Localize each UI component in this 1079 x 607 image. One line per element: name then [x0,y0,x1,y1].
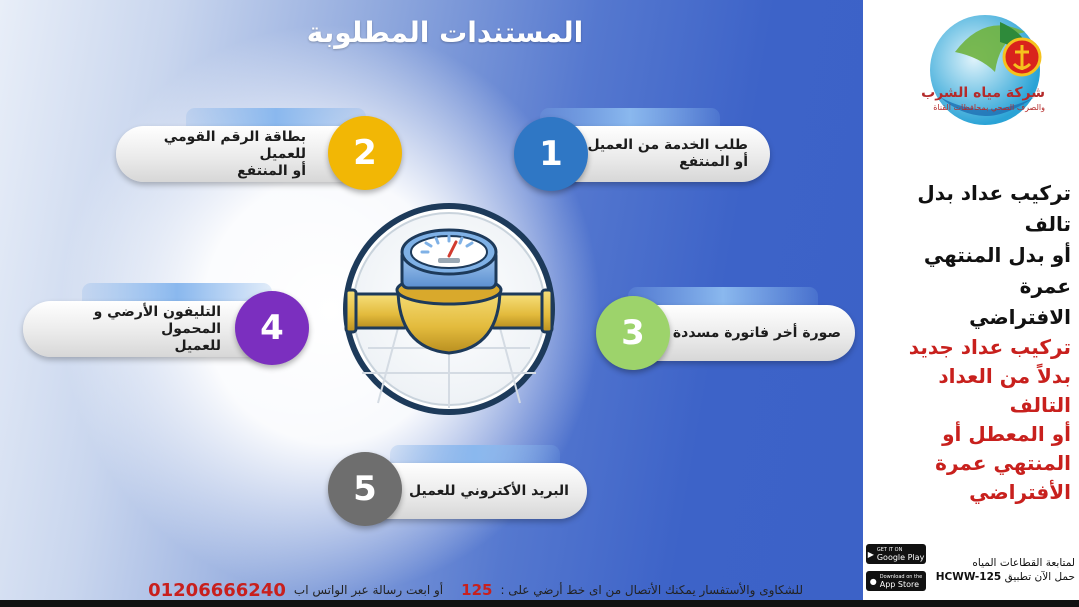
footer-whatsapp-number[interactable]: 01206666240 [148,579,286,600]
step-3-line1: صورة أخر فاتورة مسددة [672,324,841,341]
google-play-icon: ▶ [867,549,874,559]
side-red-line: تركيب عداد جديد [908,335,1071,359]
footer-whatsapp-text: أو ابعت رسالة عبر الواتس اب [293,583,444,597]
step-3-badge [596,296,670,370]
side-heading-line: أو بدل المنتهي عمرة [923,243,1071,298]
step-2-badge [328,116,402,190]
app-name: HCWW-125 [935,571,1002,583]
side-red-line: بدلاً من العداد التالف [938,364,1071,417]
step-1-line2: أو المنتفع [679,154,748,170]
logo-company-subtitle: والصرف الصحي بمحافظات القناة [933,103,1045,112]
app-promo-prefix: حمل الآن تطبيق [1004,571,1075,583]
side-red-line: أو المعطل أو [942,422,1071,446]
company-logo [925,12,1050,132]
step-3-topbar [628,287,818,305]
step-5-badge [328,452,402,526]
app-promo-line1: لمتابعة القطاعات المياه [972,557,1075,569]
apple-icon: ● [869,576,877,586]
app-store-small: Download on the [879,573,923,580]
water-meter-illustration [338,198,560,420]
step-5-line1: البريد الأكتروني للعميل [409,482,569,499]
bottom-strip [0,600,1079,607]
app-promo-text [930,556,1075,584]
step-4-number: 4 [260,308,284,348]
step-2-number: 2 [353,133,377,173]
company-logo-icon [925,12,1050,132]
app-store-label: App Store [879,579,920,589]
footer-landline-number[interactable]: 125 [461,581,493,599]
side-red-description [873,333,1071,507]
side-heading-line: الافتراضي [969,305,1071,329]
footer-complaints-text: للشكاوى والأستفسار يمكنك الأتصال من اى خط أرضي على : [500,583,803,597]
logo-company-name: شركة مياه الشرب [921,85,1045,101]
side-red-line: المنتهي عمرة [935,451,1071,475]
app-store-badge[interactable] [866,571,926,591]
side-red-line: الأفتراضي [969,480,1071,504]
google-play-badge[interactable] [866,544,926,564]
side-heading-line: تركيب عداد بدل تالف [917,181,1071,236]
footer-contact [70,580,803,600]
step-1-line1: طلب الخدمة من العميل [587,137,748,153]
step-4-line1: التليفون الأرضي و المحمول [93,303,221,337]
step-2-topbar [186,108,366,126]
side-heading [873,178,1071,333]
water-meter-icon [338,198,560,420]
step-5-number: 5 [353,469,377,509]
step-3-number: 3 [621,313,645,353]
step-2-line1: بطاقة الرقم القومي للعميل [163,128,306,162]
step-1-number: 1 [539,134,563,174]
google-play-label: Google Play [876,552,925,562]
step-4-topbar [82,283,272,301]
step-2-line2: أو المنتفع [237,162,306,179]
google-play-small: GET IT ON [876,546,903,553]
step-1-badge [514,117,588,191]
page-title: المستندات المطلوبة [306,16,584,49]
step-5-topbar [390,445,560,463]
step-4-line2: للعميل [174,337,221,354]
step-4-badge [235,291,309,365]
